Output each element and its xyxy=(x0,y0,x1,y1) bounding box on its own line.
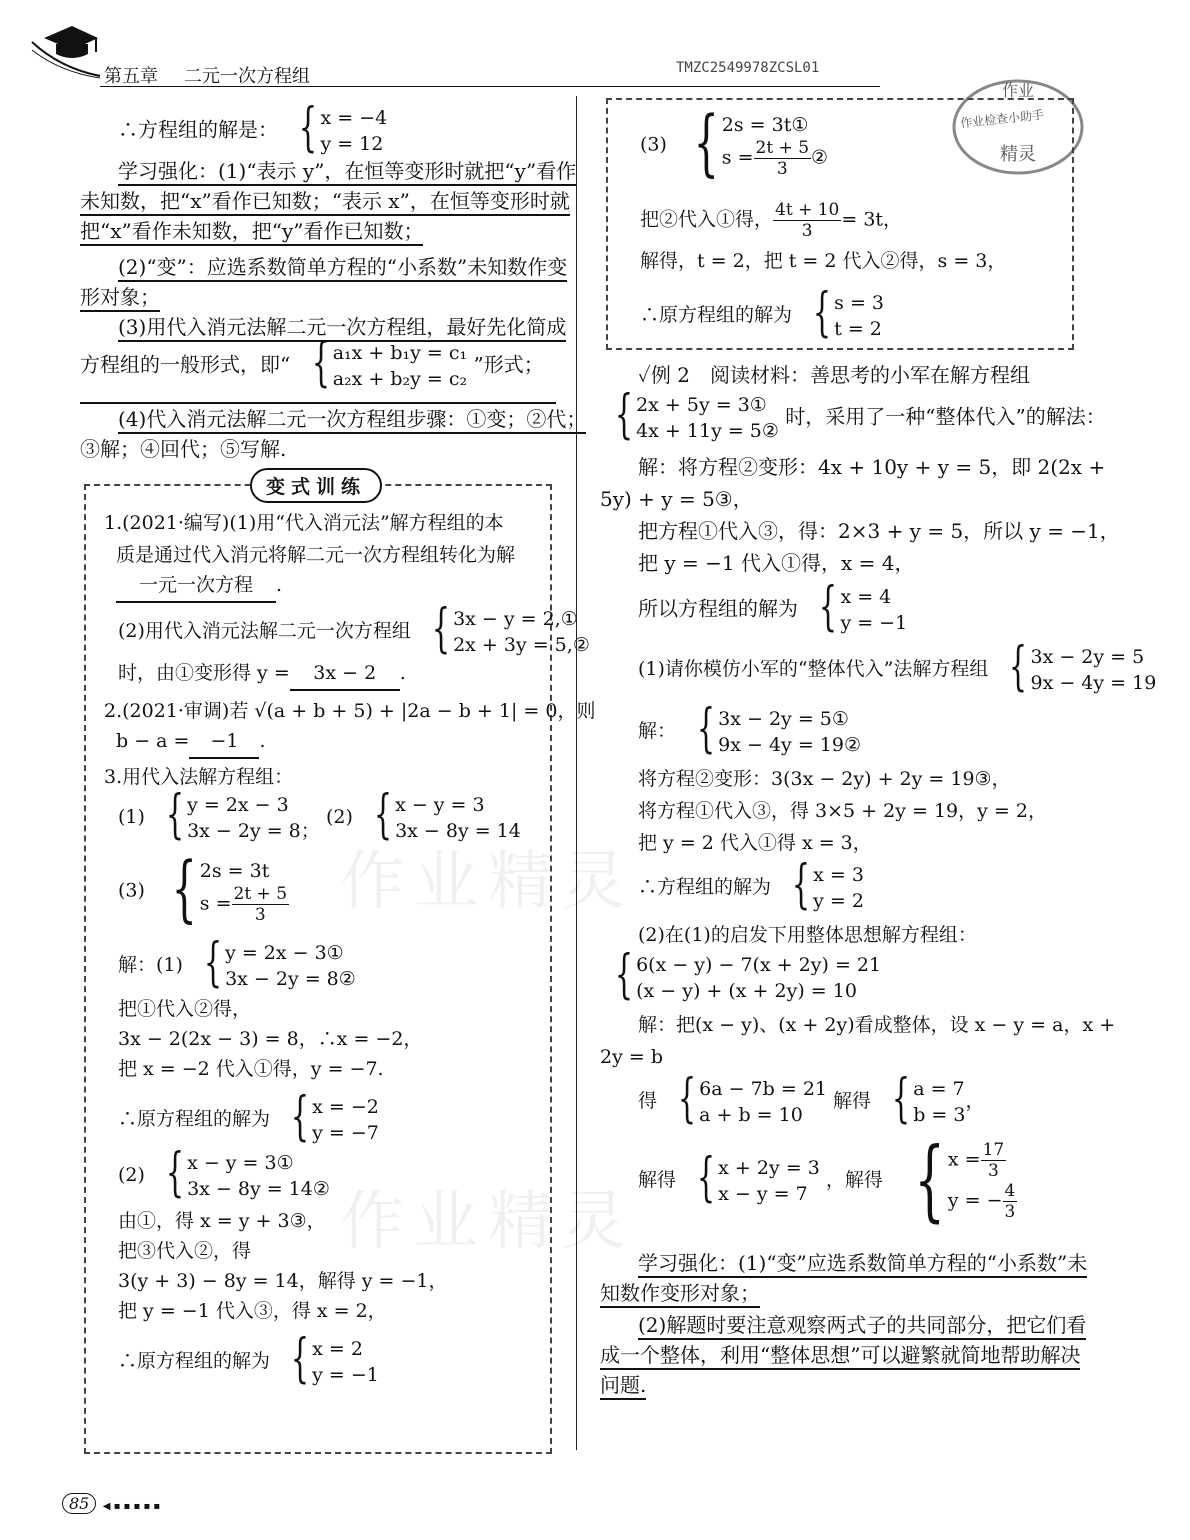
q3-1: (1) { y = 2x − 3 3x − 2y = 8； xyxy=(118,785,320,845)
page-number-badge: 85 ◀ ▪ ▪ ▪ ▪ ▪ xyxy=(62,1490,160,1514)
sol1-system: 解：(1) { y = 2x − 3① 3x − 2y = 8② xyxy=(118,933,356,993)
sol1-step3: 把 x = −2 代入①得，y = −7. xyxy=(118,1058,384,1080)
p2-ab-line: 得 { 6a − 7b = 21 a + b = 10 解得 { a = 7 b = 3 ， xyxy=(638,1069,985,1129)
q2-answer: −1 xyxy=(189,726,259,759)
box-system: (3) { 2s = 3t① s = $\frac{2t + 5}{3}$ ② xyxy=(640,100,829,184)
q1-2-answer-line: 时，由①变形得 y = 3x − 2 . xyxy=(118,658,406,691)
part2-title: (2)在(1)的启发下用整体思想解方程组： xyxy=(638,924,977,946)
header-rule xyxy=(100,86,880,87)
ex2-result: 所以方程组的解为 { x = 4 y = −1 xyxy=(638,577,908,637)
q3-2: (2) { x − y = 3 3x − 8y = 14 xyxy=(326,785,521,845)
q1-2-answer: 3x − 2 xyxy=(290,658,400,691)
p1-line3: 把 y = 2 代入①得 x = 3， xyxy=(638,832,872,854)
sol2-result: ∴原方程组的解为 { x = 2 y = −1 xyxy=(118,1329,379,1389)
example2-system: { 2x + 5y = 3① 4x + 11y = 5② 时，采用了一种“整体代入”的解法： xyxy=(614,385,1106,445)
p1-line2: 将方程①代入③，得 3×5 + 2y = 19，y = 2， xyxy=(638,800,1047,822)
box-step1: 把②代入①得， $\frac{4t + 10}{3}$ = 3t， xyxy=(640,200,903,241)
q2-line1: 2.(2021·审调)若 √(a + b + 5) + |2a − b + 1| = 0，则 xyxy=(104,700,596,722)
step4-line2: ③解；④回代；⑤写解. xyxy=(80,437,287,461)
header-chapter-title: 二元一次方程组 xyxy=(184,66,310,87)
p1-result: ∴方程组的解为 { x = 3 y = 2 xyxy=(638,855,864,915)
book-code: TMZC2549978ZCSL01 xyxy=(676,60,820,76)
sol2-step4: 把 y = −1 代入③，得 x = 2， xyxy=(118,1300,387,1322)
sol1-result: ∴原方程组的解为 { x = −2 y = −7 xyxy=(118,1087,379,1147)
p1-line1: 将方程②变形：3(3x − 2y) + 2y = 19③， xyxy=(638,768,1011,790)
p2-xy-line: 解得 { x + 2y = 3 x − y = 7 ，解得 { x = $\frac{17}{3}$ y = − $\frac{4}{3}$ xyxy=(638,1128,1016,1231)
ex2-line2: 5y) + y = 5③， xyxy=(600,487,753,511)
sol1-step1: 把①代入②得， xyxy=(118,998,252,1020)
sol2-step1: 由①，得 x = y + 3③， xyxy=(118,1210,326,1232)
part1-question: (1)请你模仿小军的“整体代入”法解方程组 { 3x − 2y = 5 9x − 4y = 19 xyxy=(638,637,1157,697)
sol2-step2: 把③代入②，得 xyxy=(118,1240,252,1262)
sol2-step3: 3(y + 3) − 8y = 14，解得 y = −1， xyxy=(118,1270,448,1292)
box-step2: 解得，t = 2，把 t = 2 代入②得，s = 3， xyxy=(640,250,1007,272)
page-number: 85 xyxy=(62,1493,96,1514)
general-form-line: 方程组的一般形式，即“ { a₁x + b₁y = c₁ a₂x + b₂y = c₂ ”形式； xyxy=(80,333,544,393)
stamp-logo: 作业 作业检查小助手 精灵 xyxy=(950,72,1086,182)
q1-line2: 质是通过代入消元将解二元一次方程组转化为解 xyxy=(116,544,516,566)
box-result: ∴原方程组的解为 { s = 3 t = 2 xyxy=(640,283,884,343)
header-swoosh xyxy=(30,40,102,80)
part1-solution-system: 解： { 3x − 2y = 5① 9x − 4y = 19② xyxy=(638,699,861,759)
p2-line2: 2y = b xyxy=(600,1046,663,1068)
q3-3: (3) { 2s = 3t s = $\frac{2t + 5}{3}$ xyxy=(118,846,288,930)
header-chapter: 第五章 二元一次方程组 xyxy=(104,66,310,87)
q1-2-line: (2)用代入消元法解二元一次方程组 { 3x − y = 2,① 2x + 3y = 5,② xyxy=(118,599,590,659)
solution-system: { x = −4 y = 12 xyxy=(299,98,388,158)
p2-line1: 解：把(x − y)、(x + 2y)看成整体，设 x − y = a，x + xyxy=(638,1014,1116,1036)
q1-answer: 一元一次方程 xyxy=(116,570,276,603)
q1-answer-line: 一元一次方程 . xyxy=(116,570,282,603)
sol1-step2: 3x − 2(2x − 3) = 8，∴x = −2， xyxy=(118,1028,423,1050)
ex2-line1: 解：将方程②变形：4x + 10y + y = 5，即 2(2x + xyxy=(638,455,1106,479)
ex2-line4: 把 y = −1 代入①得，x = 4， xyxy=(638,551,915,575)
solution-line: ∴方程组的解是： { x = −4 y = 12 xyxy=(118,98,388,158)
ex2-line3: 把方程①代入③，得：2×3 + y = 5，所以 y = −1， xyxy=(638,519,1120,543)
sol2-system: (2) { x − y = 3① 3x − 8y = 14② xyxy=(118,1143,330,1203)
q3-title: 3.用代入法解方程组： xyxy=(104,766,294,788)
q1-line1: 1.(2021·编写)(1)用“代入消元法”解方程组的本 xyxy=(104,512,504,534)
part2-system: { 6(x − y) − 7(x + 2y) = 21 (x − y) + (x + 2y) = 10 xyxy=(614,945,882,1005)
example2-title: ✓例 2 阅读材料：善思考的小军在解方程组 xyxy=(638,363,1030,387)
q2-answer-line: b − a = −1 . xyxy=(116,726,266,759)
training-title-badge: 变式训练 xyxy=(250,468,382,503)
